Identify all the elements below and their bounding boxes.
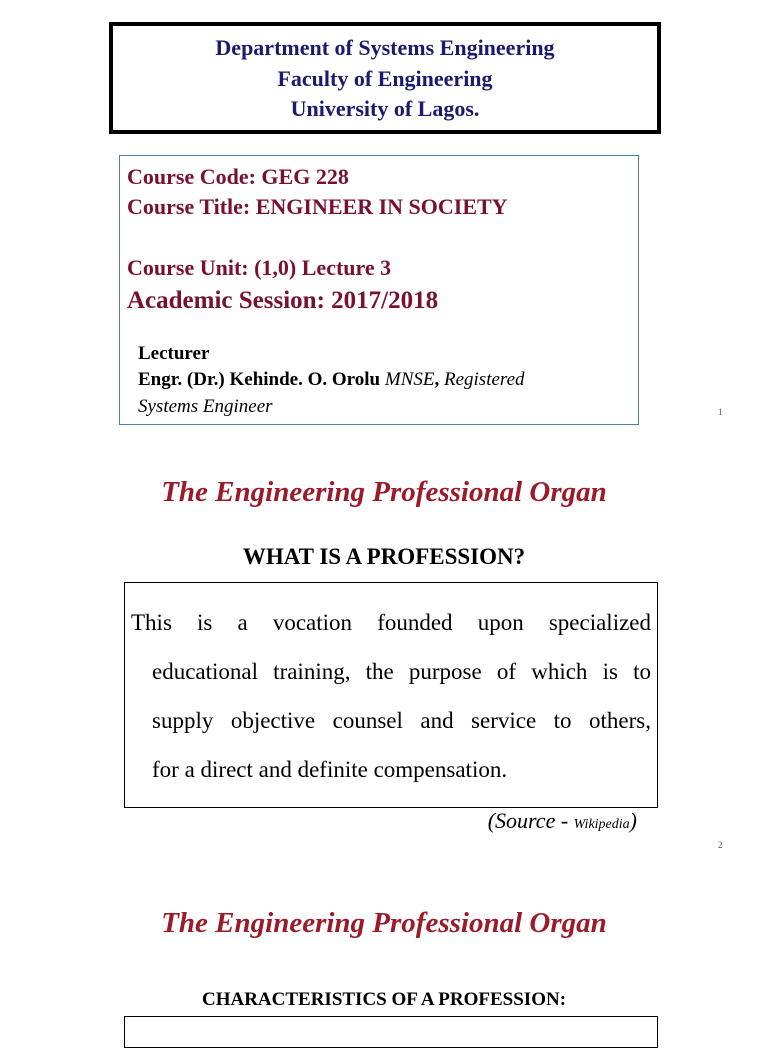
slide-heading: The Engineering Professional Organ <box>161 476 607 508</box>
department-name: Department of Systems Engineering <box>215 35 555 60</box>
source-citation <box>488 808 637 834</box>
source-name: Wikipedia <box>573 817 630 832</box>
academic-session: Academic Session: 2017/2018 <box>127 287 439 314</box>
source-suffix: ) <box>629 808 637 833</box>
lecturer-name-text: Engr. (Dr.) Kehinde. O. Orolu <box>138 369 385 390</box>
department-header-box <box>109 22 661 134</box>
lecturer-designation: Systems Engineer <box>138 396 273 417</box>
university-name: University of Lagos. <box>290 96 480 121</box>
page-number-1: 1 <box>718 407 723 417</box>
course-code: Course Code: GEG 228 <box>127 164 349 189</box>
characteristics-box <box>124 1016 658 1048</box>
lecturer-membership: MNSE <box>384 369 435 390</box>
definition-box <box>124 582 658 808</box>
lecturer-separator: , <box>434 369 444 390</box>
slide-heading: The Engineering Professional Organ <box>161 907 607 939</box>
definition-line: educational training, the purpose of which is to <box>152 659 651 684</box>
faculty-name: Faculty of Engineering <box>277 65 493 91</box>
definition-line: This is a vocation founded upon specialized <box>131 610 651 635</box>
lecturer-label: Lecturer <box>138 343 210 364</box>
course-title: Course Title: ENGINEER IN SOCIETY <box>127 194 508 219</box>
course-unit: Course Unit: (1,0) Lecture 3 <box>127 255 392 280</box>
profession-question: WHAT IS A PROFESSION? <box>242 544 526 569</box>
definition-line: supply objective counsel and service to others, <box>152 708 651 733</box>
lecturer-name <box>138 369 525 391</box>
source-prefix: (Source - <box>487 808 574 833</box>
definition-line: for a direct and definite compensation. <box>152 757 508 782</box>
course-info-box <box>119 155 639 425</box>
page-number-2: 2 <box>718 840 723 850</box>
lecturer-registered: Registered <box>443 369 525 390</box>
characteristics-heading: CHARACTERISTICS OF A PROFESSION: <box>201 989 567 1010</box>
